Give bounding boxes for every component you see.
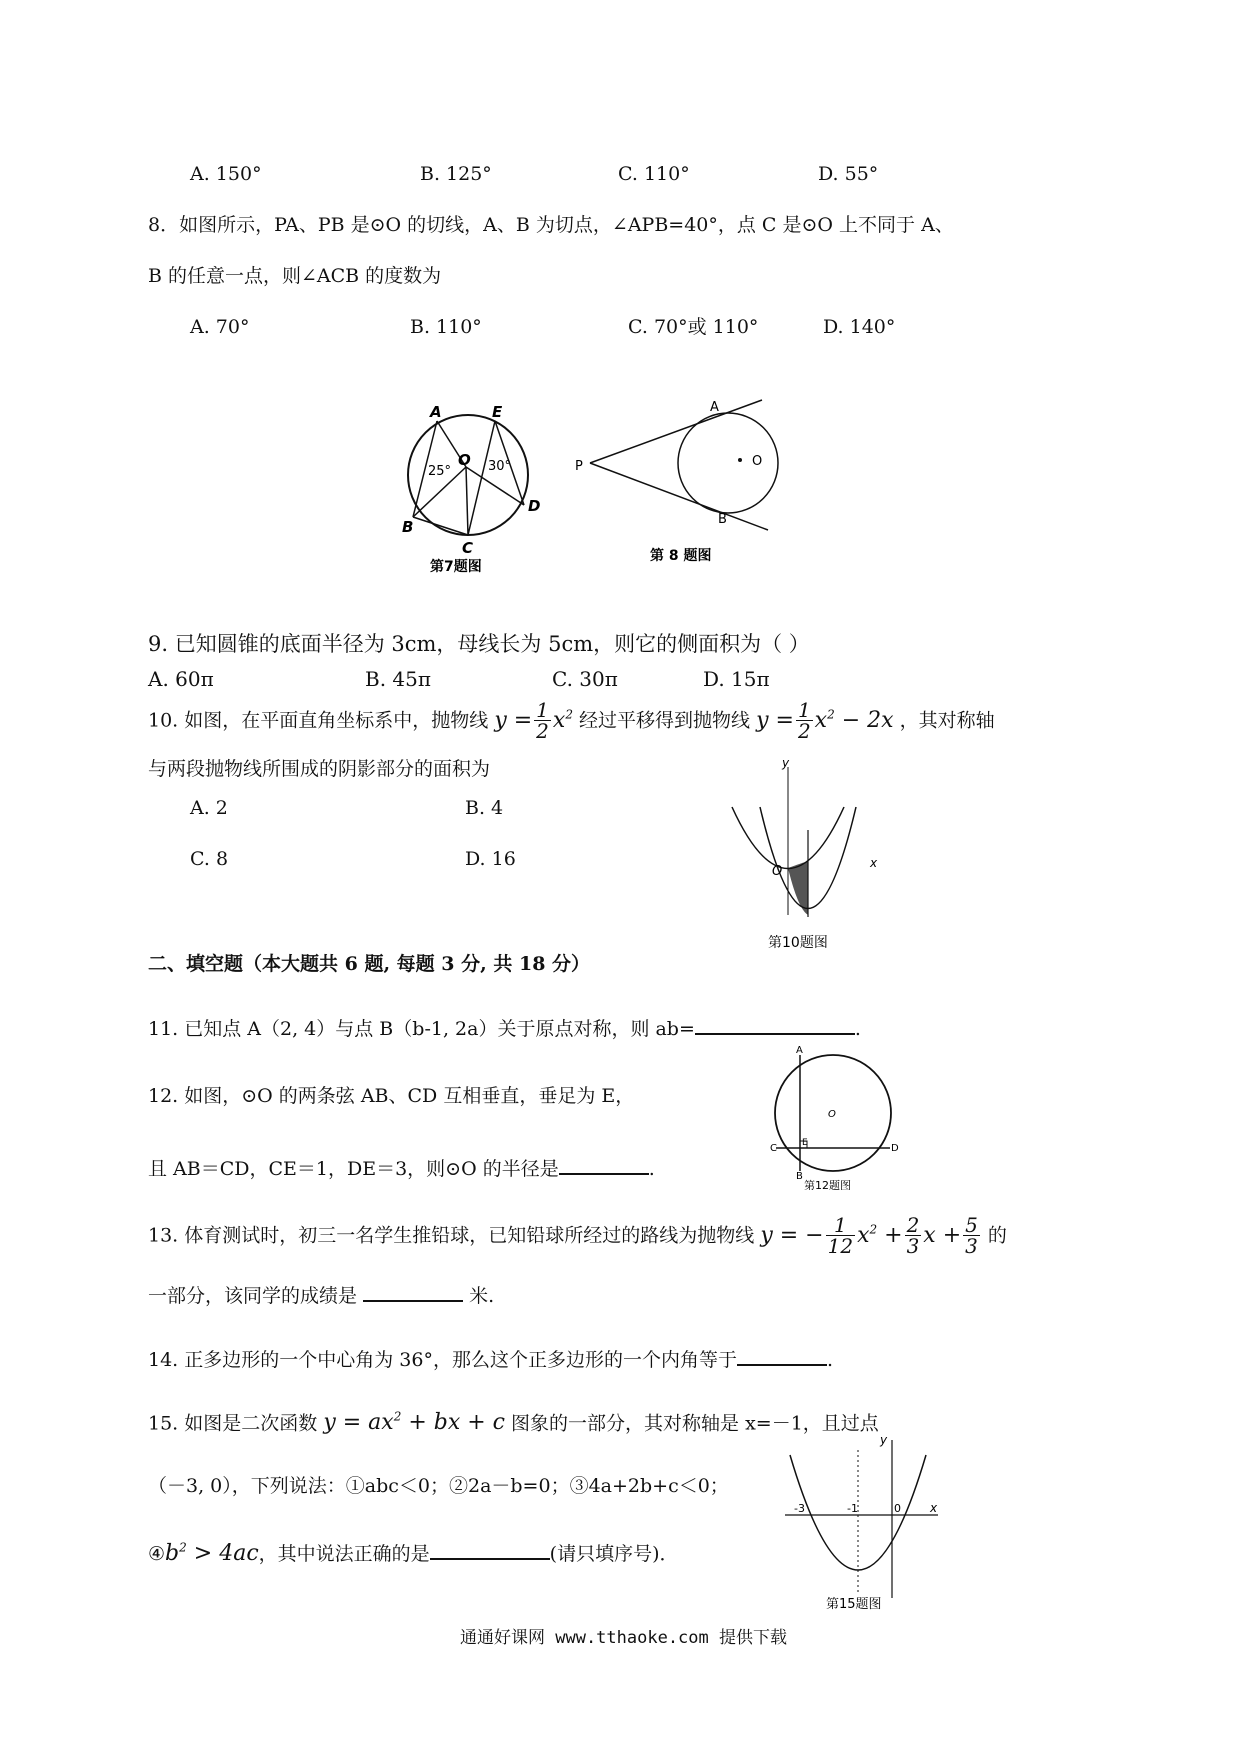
q13-answer-blank[interactable] bbox=[363, 1282, 463, 1302]
fig10-shaded-region bbox=[788, 861, 808, 915]
fig8-label-p: P bbox=[575, 459, 583, 474]
q9-text: 9. 已知圆锥的底面半径为 3cm，母线长为 5cm，则它的侧面积为（ ） bbox=[148, 632, 810, 656]
fig8-label-a: A bbox=[710, 400, 719, 415]
fig12-caption: 第12题图 bbox=[804, 1179, 851, 1190]
q8-option-b: B. 110° bbox=[410, 316, 482, 338]
fig12-label-b: B bbox=[796, 1171, 803, 1182]
fig7-label-d: D bbox=[528, 497, 541, 515]
q14-text bbox=[148, 1346, 833, 1372]
q15-answer-blank[interactable] bbox=[430, 1540, 550, 1560]
fig8-label-o: O bbox=[752, 454, 763, 469]
q14-end: . bbox=[826, 1349, 834, 1371]
fig15-label-y: y bbox=[880, 1433, 888, 1447]
q13-line2-prefix: 一部分，该同学的成绩是 bbox=[148, 1285, 358, 1307]
q13-line2-suffix: 米. bbox=[469, 1285, 495, 1307]
figure-q7 bbox=[400, 405, 550, 575]
q9-option-d: D. 15π bbox=[703, 667, 770, 691]
fig12-label-d: D bbox=[891, 1143, 899, 1154]
fig15-caption: 第15题图 bbox=[826, 1597, 882, 1610]
fig8-caption: 第 8 题图 bbox=[650, 548, 712, 564]
figure-q10 bbox=[720, 755, 900, 965]
q8-option-d: D. 140° bbox=[823, 316, 896, 338]
q15-text-line2: （－3, 0），下列说法：①abc＜0；②2a－b=0；③4a+2b+c＜0； bbox=[148, 1475, 729, 1497]
fig7-label-e: E bbox=[492, 405, 503, 421]
q8-text-line2: B 的任意一点，则∠ACB 的度数为 bbox=[148, 265, 442, 287]
q12-answer-blank[interactable] bbox=[559, 1155, 649, 1175]
fig15-label-minus1: -1 bbox=[847, 1502, 858, 1515]
fig15-label-x: x bbox=[930, 1501, 938, 1515]
fig15-label-minus3: -3 bbox=[794, 1502, 805, 1515]
q13-text-line1 bbox=[148, 1215, 1007, 1256]
q8-option-c: C. 70°或 110° bbox=[628, 316, 759, 338]
q15-prefix: 15. 如图是二次函数 bbox=[148, 1412, 318, 1435]
fig8-label-b: B bbox=[718, 512, 727, 527]
q15-text-line1 bbox=[148, 1410, 879, 1437]
figure-q15 bbox=[780, 1430, 950, 1610]
q10-mid: 经过平移得到抛物线 bbox=[579, 709, 751, 732]
q7-option-d: D. 55° bbox=[818, 163, 879, 185]
q14-answer-blank[interactable] bbox=[737, 1346, 827, 1366]
q13-text-line2 bbox=[148, 1282, 494, 1308]
q15-formula: $y = ax^2$ + bx + c bbox=[323, 1410, 505, 1436]
q7-option-a: A. 150° bbox=[190, 163, 262, 185]
fig7-label-angle-30: 30° bbox=[488, 459, 512, 474]
figure-q12 bbox=[770, 1045, 900, 1190]
q12-text-line2 bbox=[148, 1155, 655, 1181]
q9-option-b: B. 45π bbox=[365, 667, 432, 691]
fig10-label-y: y bbox=[782, 756, 790, 770]
q10-text-line1 bbox=[148, 700, 995, 741]
fig10-caption: 第10题图 bbox=[768, 935, 828, 951]
q10-formula-1: y = $\frac{1}{2}$ $x^2$ bbox=[494, 698, 573, 743]
footer-text: 通通好课网 www.tthaoke.com 提供下载 bbox=[460, 1628, 787, 1648]
q9-option-a: A. 60π bbox=[148, 667, 214, 691]
q10-formula-2: y = $\frac{1}{2}$ $x^2 - 2x$ bbox=[756, 698, 894, 743]
q10-option-b: B. 4 bbox=[465, 797, 504, 819]
fig15-label-origin: 0 bbox=[894, 1502, 901, 1515]
q11-answer-blank[interactable] bbox=[695, 1015, 855, 1035]
fig12-label-a: A bbox=[796, 1045, 803, 1056]
fig12-label-o: O bbox=[828, 1109, 836, 1120]
fig7-label-angle-25: 25° bbox=[428, 464, 452, 479]
q13-formula: y = − $\frac{1}{12}$ $x^2$ + $\frac{2}{3}$ x + $\frac{5}{3}$ bbox=[760, 1213, 978, 1258]
q10-option-a: A. 2 bbox=[190, 797, 228, 819]
fig15-parabola bbox=[790, 1455, 926, 1570]
q12-text-line1: 12. 如图，⊙O 的两条弦 AB、CD 互相垂直，垂足为 E， bbox=[148, 1085, 635, 1107]
q10-option-c: C. 8 bbox=[190, 848, 229, 870]
section-2-title: 二、填空题（本大题共 6 题, 每题 3 分, 共 18 分） bbox=[148, 953, 591, 975]
q11-question: 11. 已知点 A（2, 4）与点 B（b-1, 2a）关于原点对称，则 ab= bbox=[148, 1018, 695, 1040]
q8-option-a: A. 70° bbox=[190, 316, 250, 338]
q7-option-b: B. 125° bbox=[420, 163, 492, 185]
q12-end: . bbox=[648, 1158, 655, 1180]
q9-option-c: C. 30π bbox=[552, 667, 618, 691]
fig10-label-x: x bbox=[870, 856, 878, 870]
q15-inequality: $b^2 > 4ac$ bbox=[165, 1540, 259, 1566]
fig10-label-o: O bbox=[772, 864, 783, 879]
fig7-label-o: O bbox=[458, 451, 471, 469]
fig7-caption: 第7题图 bbox=[430, 559, 482, 575]
q8-text-line1: 8．如图所示，PA、PB 是⊙O 的切线，A、B 为切点，∠APB=40°，点 C 是⊙O 上不同于 A、 bbox=[148, 214, 954, 236]
q10-option-d: D. 16 bbox=[465, 848, 516, 870]
q13-prefix: 13. 体育测试时，初三一名学生推铅球，已知铅球所经过的路线为抛物线 bbox=[148, 1224, 755, 1247]
q15-text-line3 bbox=[148, 1540, 678, 1567]
fig12-label-c: C bbox=[770, 1143, 777, 1154]
q15-suffix: 图象的一部分，其对称轴是 x=－1，且过点 bbox=[511, 1412, 879, 1435]
q15-line3-end: (请只填序号)． bbox=[549, 1543, 679, 1565]
q15-line3-suffix: ，其中说法正确的是 bbox=[258, 1543, 430, 1565]
q14-question: 14. 正多边形的一个中心角为 36°，那么这个正多边形的一个内角等于 bbox=[148, 1349, 737, 1371]
q10-prefix: 10. 如图，在平面直角坐标系中，抛物线 bbox=[148, 709, 489, 732]
q15-line3-prefix: ④ bbox=[148, 1543, 166, 1565]
q13-suffix: 的 bbox=[987, 1224, 1007, 1247]
fig7-label-a: A bbox=[430, 405, 442, 421]
fig7-label-b: B bbox=[402, 518, 414, 536]
fig8-circle bbox=[678, 413, 778, 513]
q11-end: . bbox=[854, 1018, 861, 1040]
q12-question: 且 AB＝CD，CE＝1，DE＝3，则⊙O 的半径是 bbox=[148, 1158, 559, 1180]
fig12-label-e: E bbox=[802, 1138, 808, 1148]
q10-suffix: ，其对称轴 bbox=[899, 709, 995, 732]
q11-text bbox=[148, 1015, 861, 1041]
q10-text-line2: 与两段抛物线所围成的阴影部分的面积为 bbox=[148, 758, 491, 780]
fig7-label-c: C bbox=[462, 539, 474, 557]
q7-option-c: C. 110° bbox=[618, 163, 690, 185]
figure-q8 bbox=[570, 395, 785, 570]
